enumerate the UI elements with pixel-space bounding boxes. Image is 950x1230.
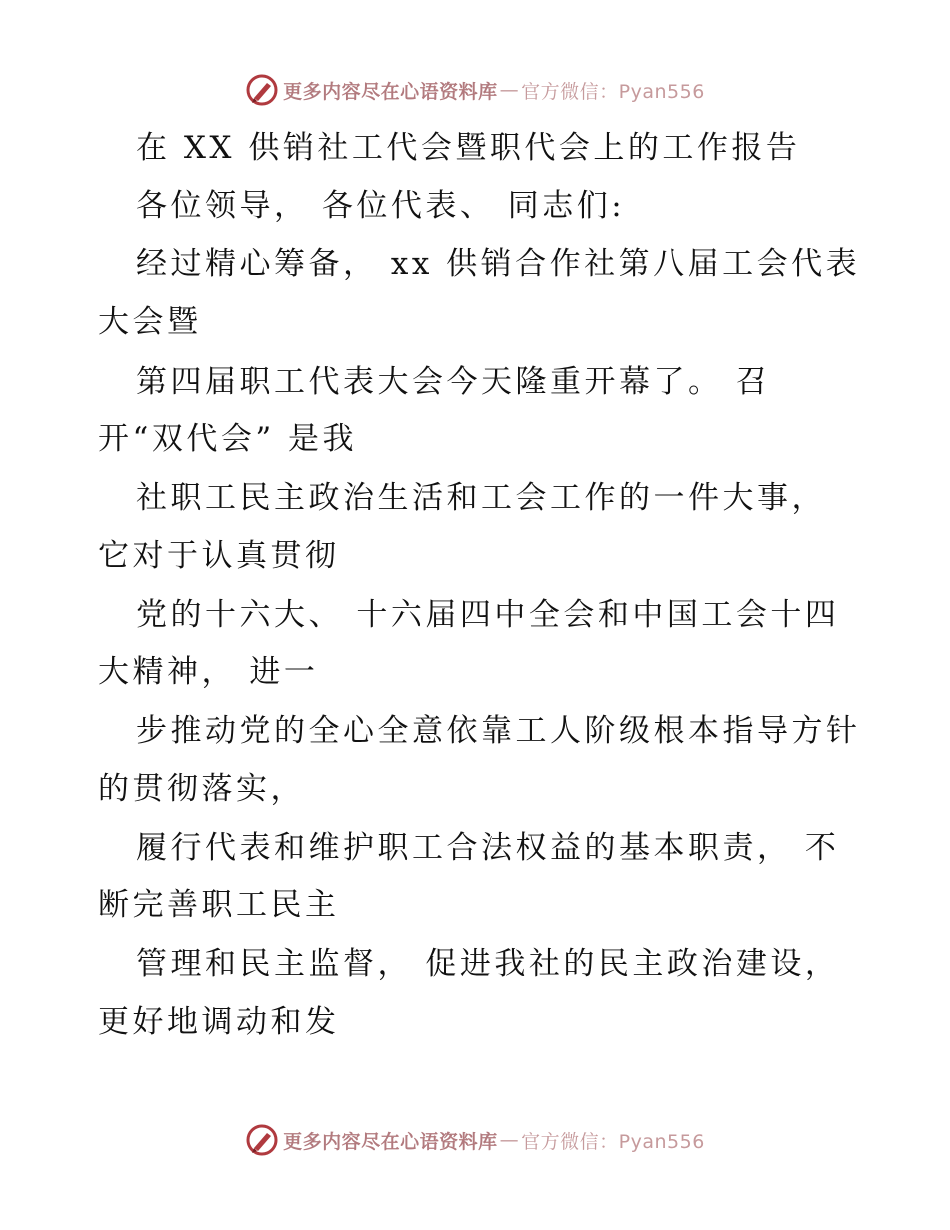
doc-line: 步推动党的全心全意依靠工人阶级根本指导方针 xyxy=(136,713,861,749)
watermark-wechat: 官方微信：Pyan556 xyxy=(521,1130,705,1153)
doc-line: 开“双代会” 是我 xyxy=(98,421,358,457)
doc-line: 更好地调动和发 xyxy=(98,1004,340,1040)
doc-line: 它对于认真贯彻 xyxy=(98,538,340,574)
doc-line: 党的十六大、 十六届四中全会和中国工会十四 xyxy=(136,597,840,633)
doc-line: 社职工民主政治生活和工会工作的一件大事， xyxy=(136,480,826,516)
doc-salutation: 各位领导， 各位代表、 同志们: xyxy=(136,188,626,224)
doc-title: 在 XX 供销社工代会暨职代会上的工作报告 xyxy=(136,130,801,166)
pen-logo-icon xyxy=(245,73,279,107)
doc-line: 履行代表和维护职工合法权益的基本职责， 不 xyxy=(136,830,840,866)
watermark-banner-top xyxy=(0,70,950,110)
watermark-wechat: 官方微信：Pyan556 xyxy=(521,80,705,103)
watermark-text: 更多内容尽在心语资料库 xyxy=(283,80,498,103)
watermark-banner-bottom xyxy=(0,1120,950,1160)
doc-line: 管理和民主监督， 促进我社的民主政治建设， xyxy=(136,946,840,982)
doc-line: 大精神， 进一 xyxy=(98,654,319,690)
watermark-dash: — xyxy=(499,79,520,101)
doc-line: 经过精心筹备， xx 供销合作社第八届工会代表 xyxy=(136,246,861,282)
doc-line: 断完善职工民主 xyxy=(98,887,340,923)
doc-line: 的贯彻落实， xyxy=(98,771,305,807)
doc-line: 第四届职工代表大会今天隆重开幕了。 召 xyxy=(136,364,771,400)
watermark-text: 更多内容尽在心语资料库 xyxy=(283,1130,498,1153)
watermark-dash: — xyxy=(499,1129,520,1151)
pen-logo-icon xyxy=(245,1123,279,1157)
doc-line: 大会暨 xyxy=(98,304,202,340)
